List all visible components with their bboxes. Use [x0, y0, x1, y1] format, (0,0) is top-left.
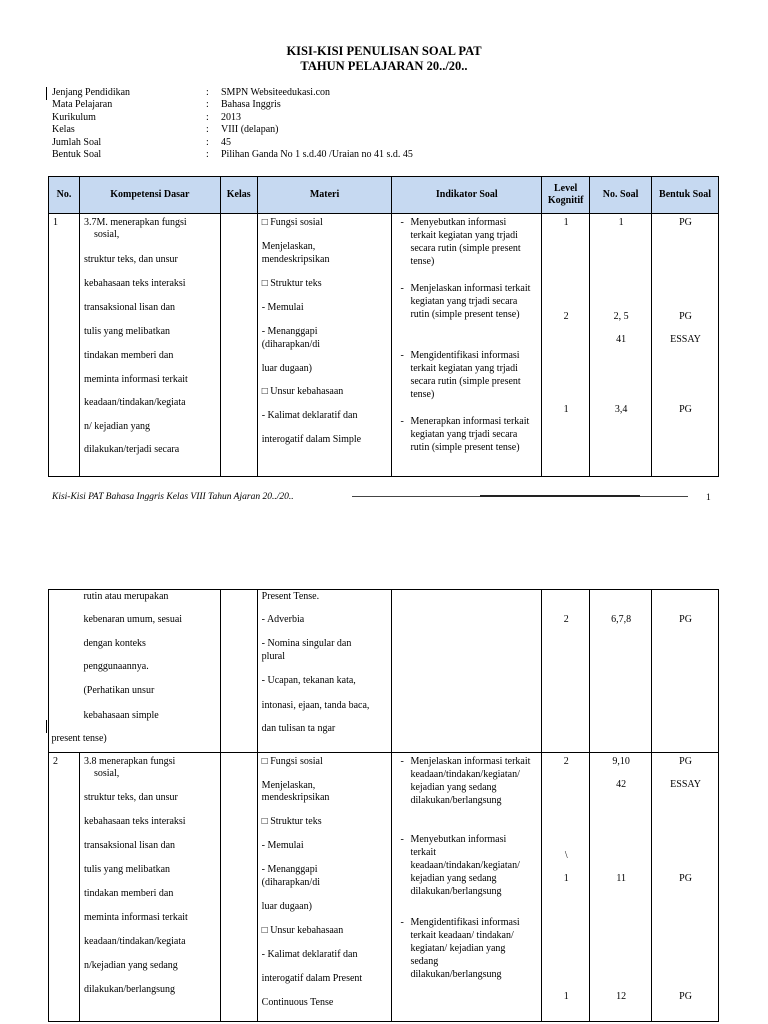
kd-line: keadaan/tindakan/kegiata: [83, 936, 186, 947]
level-value: 1: [563, 404, 569, 415]
cell-kelas: [220, 214, 257, 477]
text-cursor: [46, 87, 47, 100]
cell-materi: [257, 214, 392, 477]
materi-line: □ Unsur kebahasaan: [261, 925, 344, 936]
materi-line: - Memulai: [261, 840, 304, 851]
indikator-item: - Menyebutkan informasi terkait kegiatan yang trjadi secara rutin (simple present tense): [400, 217, 521, 267]
kd-line: present tense): [51, 733, 107, 744]
indikator-item: - Menerapkan informasi terkait kegiatan yang trjadi secara rutin (simple present tense): [400, 416, 530, 453]
meta-value: 2013: [221, 111, 241, 123]
page-gap: [0, 512, 768, 588]
cell-kelas: [220, 753, 257, 1022]
header-materi: Materi: [257, 177, 392, 214]
level-value: 2: [563, 614, 569, 625]
table-row: [49, 590, 719, 753]
cell-kompetensi-dasar: [79, 753, 220, 1022]
meta-row: Bentuk Soal : Pilihan Ganda No 1 s.d.40 /Uraian no 41 s.d. 45: [52, 149, 413, 161]
kd-line: keadaan/tindakan/kegiata: [83, 397, 186, 408]
table-header-row: [49, 177, 719, 214]
page-number: 1: [706, 493, 711, 503]
meta-info: [52, 87, 413, 161]
header-bentuk-soal: Bentuk Soal: [652, 177, 719, 214]
materi-line: □ Struktur teks: [261, 816, 322, 827]
kd-line: dilakukan/terjadi secara: [83, 444, 180, 455]
cell-no-soal: [590, 214, 652, 477]
kisi-kisi-table-continued: [48, 589, 719, 1022]
row-number: 2: [53, 756, 58, 767]
kd-line: n/ kejadian yang: [83, 421, 151, 432]
cell-indikator: [392, 590, 542, 753]
document-title: KISI-KISI PENULISAN SOAL PAT: [286, 44, 482, 58]
level-value: 2: [563, 756, 569, 767]
kd-line: sosial,: [93, 768, 120, 779]
materi-line: (diharapkan/di: [261, 339, 321, 350]
bentuk-value: PG: [679, 873, 692, 884]
text-cursor: [46, 720, 47, 733]
meta-label: Mata Pelajaran: [52, 99, 113, 111]
cell-no: [49, 214, 80, 477]
no-soal-value: 42: [616, 779, 627, 790]
cell-kelas: [220, 590, 257, 753]
table-row: [49, 753, 719, 1022]
header-no: No.: [49, 177, 80, 214]
indikator-item: - Menyebutkan informasi terkait keadaan/tindakan/kegiatan/ kejadian yang sedang dilakukan/berlangsung: [400, 834, 520, 897]
footer-rule-thick: [480, 495, 640, 497]
meta-row: Jumlah Soal : 45: [52, 136, 231, 148]
cell-bentuk-soal: [652, 753, 719, 1022]
bentuk-value: PG: [679, 991, 692, 1002]
bentuk-value: PG: [679, 404, 692, 415]
meta-row: Kelas : VIII (delapan): [52, 124, 279, 136]
materi-line: mendeskripsikan: [261, 254, 330, 265]
level-value: 2: [563, 311, 569, 322]
bentuk-value: PG: [679, 311, 692, 322]
cell-no: [49, 590, 80, 753]
meta-label: Kelas: [52, 124, 75, 136]
header-kelas: Kelas: [220, 177, 257, 214]
header-no-soal: No. Soal: [590, 177, 652, 214]
kd-line: meminta informasi terkait: [83, 912, 188, 923]
kd-line: struktur teks, dan unsur: [83, 254, 178, 265]
table-row: [49, 214, 719, 477]
kd-line: dengan konteks: [83, 638, 146, 649]
no-soal-value: 3,4: [614, 404, 628, 415]
cell-kompetensi-dasar: [51, 590, 220, 753]
meta-label: Jumlah Soal: [52, 136, 102, 148]
kd-line: penggunaannya.: [83, 661, 149, 672]
meta-row: Kurikulum : 2013: [52, 111, 241, 123]
kd-line: tindakan memberi dan: [83, 888, 174, 899]
meta-label: Jenjang Pendidikan: [52, 87, 131, 98]
cell-no-soal: [590, 753, 652, 1022]
cell-level: [542, 214, 590, 477]
cell-bentuk-soal: [652, 214, 719, 477]
materi-line: mendeskripsikan: [261, 792, 330, 803]
meta-label: Bentuk Soal: [52, 149, 102, 161]
materi-line: interogatif dalam Present: [261, 973, 363, 984]
bentuk-value: ESSAY: [670, 334, 701, 345]
header-kompetensi-dasar: Kompetensi Dasar: [79, 177, 220, 214]
kd-line: tulis yang melibatkan: [83, 326, 171, 337]
cell-indikator: [392, 214, 542, 477]
kd-line: transaksional lisan dan: [83, 302, 176, 313]
indikator-item: - Mengidentifikasi informasi terkait keadaan/ tindakan/ kegiatan/ kejadian yang sedang dilakukan/berlangsung: [400, 917, 520, 980]
bentuk-value: PG: [679, 217, 692, 228]
cell-no-soal: [590, 590, 652, 753]
kd-line: 3.8 menerapkan fungsi: [83, 756, 176, 767]
kd-line: meminta informasi terkait: [83, 374, 188, 385]
level-value: 1: [563, 991, 569, 1002]
materi-line: - Kalimat deklaratif dan: [261, 410, 358, 421]
bentuk-value: ESSAY: [670, 779, 701, 790]
kd-line: dilakukan/berlangsung: [83, 984, 176, 995]
materi-line: intonasi, ejaan, tanda baca,: [261, 700, 370, 711]
materi-line: luar dugaan): [261, 901, 312, 912]
bentuk-value: PG: [679, 756, 692, 767]
kisi-kisi-table: [48, 176, 719, 477]
materi-line: (diharapkan/di: [261, 877, 320, 888]
kd-line: kebenaran umum, sesuai: [83, 614, 183, 625]
materi-line: Continuous Tense: [261, 997, 334, 1008]
kd-line: 3.7M. menerapkan fungsi: [83, 217, 187, 228]
materi-line: - Adverbia: [261, 614, 305, 625]
row-number: 1: [53, 217, 58, 228]
kd-line: rutin atau merupakan: [83, 591, 169, 602]
meta-value: Bahasa Inggris: [221, 99, 281, 111]
kd-line: tulis yang melibatkan: [83, 864, 171, 875]
meta-value: VIII (delapan): [221, 124, 279, 136]
materi-line: plural: [261, 651, 285, 662]
no-soal-value: 11: [616, 873, 626, 884]
meta-value: Pilihan Ganda No 1 s.d.40 /Uraian no 41 s.d. 45: [221, 149, 413, 161]
kd-line: transaksional lisan dan: [83, 840, 176, 851]
meta-value: SMPN Websiteedukasi.con: [221, 87, 331, 98]
no-soal-value: 12: [616, 991, 627, 1002]
cell-level: [542, 590, 590, 753]
materi-line: luar dugaan): [261, 363, 312, 374]
no-soal-value: 6,7,8: [611, 614, 632, 625]
materi-line: dan tulisan ta ngar: [261, 723, 336, 734]
no-soal-value: 9,10: [612, 756, 630, 767]
materi-line: □ Struktur teks: [261, 278, 322, 289]
no-soal-value: 1: [618, 217, 624, 228]
materi-line: □ Fungsi sosial: [261, 756, 323, 767]
materi-line: interogatif dalam Simple: [261, 434, 362, 445]
cell-materi: [257, 753, 392, 1022]
materi-line: Present Tense.: [261, 591, 320, 602]
indikator-item: - Mengidentifikasi informasi terkait kegiatan yang trjadi secara rutin (simple present tense): [400, 350, 521, 400]
materi-line: Menjelaskan,: [261, 780, 316, 791]
level-value: 1: [563, 217, 569, 228]
document-subtitle: TAHUN PELAJARAN 20../20..: [300, 59, 468, 73]
materi-line: - Menanggapi: [261, 326, 318, 337]
bentuk-value: PG: [679, 614, 692, 625]
indikator-item: - Menjelaskan informasi terkait keadaan/tindakan/kegiatan/ kejadian yang sedang dilakukan/berlangsung: [400, 756, 531, 806]
kd-line: tindakan memberi dan: [83, 350, 174, 361]
cell-indikator: [392, 753, 542, 1022]
indikator-item: - Menjelaskan informasi terkait kegiatan yang trjadi secara rutin (simple present tense): [400, 283, 531, 320]
meta-row: Mata Pelajaran : Bahasa Inggris: [52, 99, 281, 111]
meta-value: 45: [221, 136, 231, 148]
meta-label: Kurikulum: [52, 111, 96, 123]
kd-line: kebahasaan teks interaksi: [83, 278, 186, 289]
kd-line: kebahasaan teks interaksi: [83, 816, 186, 827]
level-value: 1: [563, 873, 569, 884]
materi-line: □ Unsur kebahasaan: [261, 386, 344, 397]
materi-line: - Ucapan, tekanan kata,: [261, 675, 356, 686]
page-footer: Kisi-Kisi PAT Bahasa Inggris Kelas VIII Tahun Ajaran 20../20..: [52, 492, 294, 502]
cell-no: [49, 753, 80, 1022]
cell-level: [542, 753, 590, 1022]
kd-line: sosial,: [93, 229, 120, 240]
meta-row: Jenjang Pendidikan : SMPN Websiteedukasi.con: [52, 87, 331, 98]
header-level: Level Kognitif: [542, 177, 590, 214]
materi-line: Menjelaskan,: [261, 241, 316, 252]
kd-line: n/kejadian yang sedang: [83, 960, 178, 971]
materi-line: - Nomina singular dan: [261, 638, 352, 649]
kd-line: (Perhatikan unsur: [83, 685, 155, 696]
materi-line: - Menanggapi: [261, 864, 318, 875]
kd-line: kebahasaan simple: [83, 710, 159, 721]
level-value: \: [564, 850, 568, 861]
cell-materi: [257, 590, 392, 753]
materi-line: □ Fungsi sosial: [261, 217, 323, 228]
no-soal-value: 2, 5: [613, 311, 629, 322]
kd-line: struktur teks, dan unsur: [83, 792, 178, 803]
cell-bentuk-soal: [652, 590, 719, 753]
materi-line: - Memulai: [261, 302, 304, 313]
no-soal-value: 41: [616, 334, 627, 345]
header-indikator: Indikator Soal: [392, 177, 542, 214]
cell-kompetensi-dasar: [79, 214, 220, 477]
materi-line: - Kalimat deklaratif dan: [261, 949, 358, 960]
